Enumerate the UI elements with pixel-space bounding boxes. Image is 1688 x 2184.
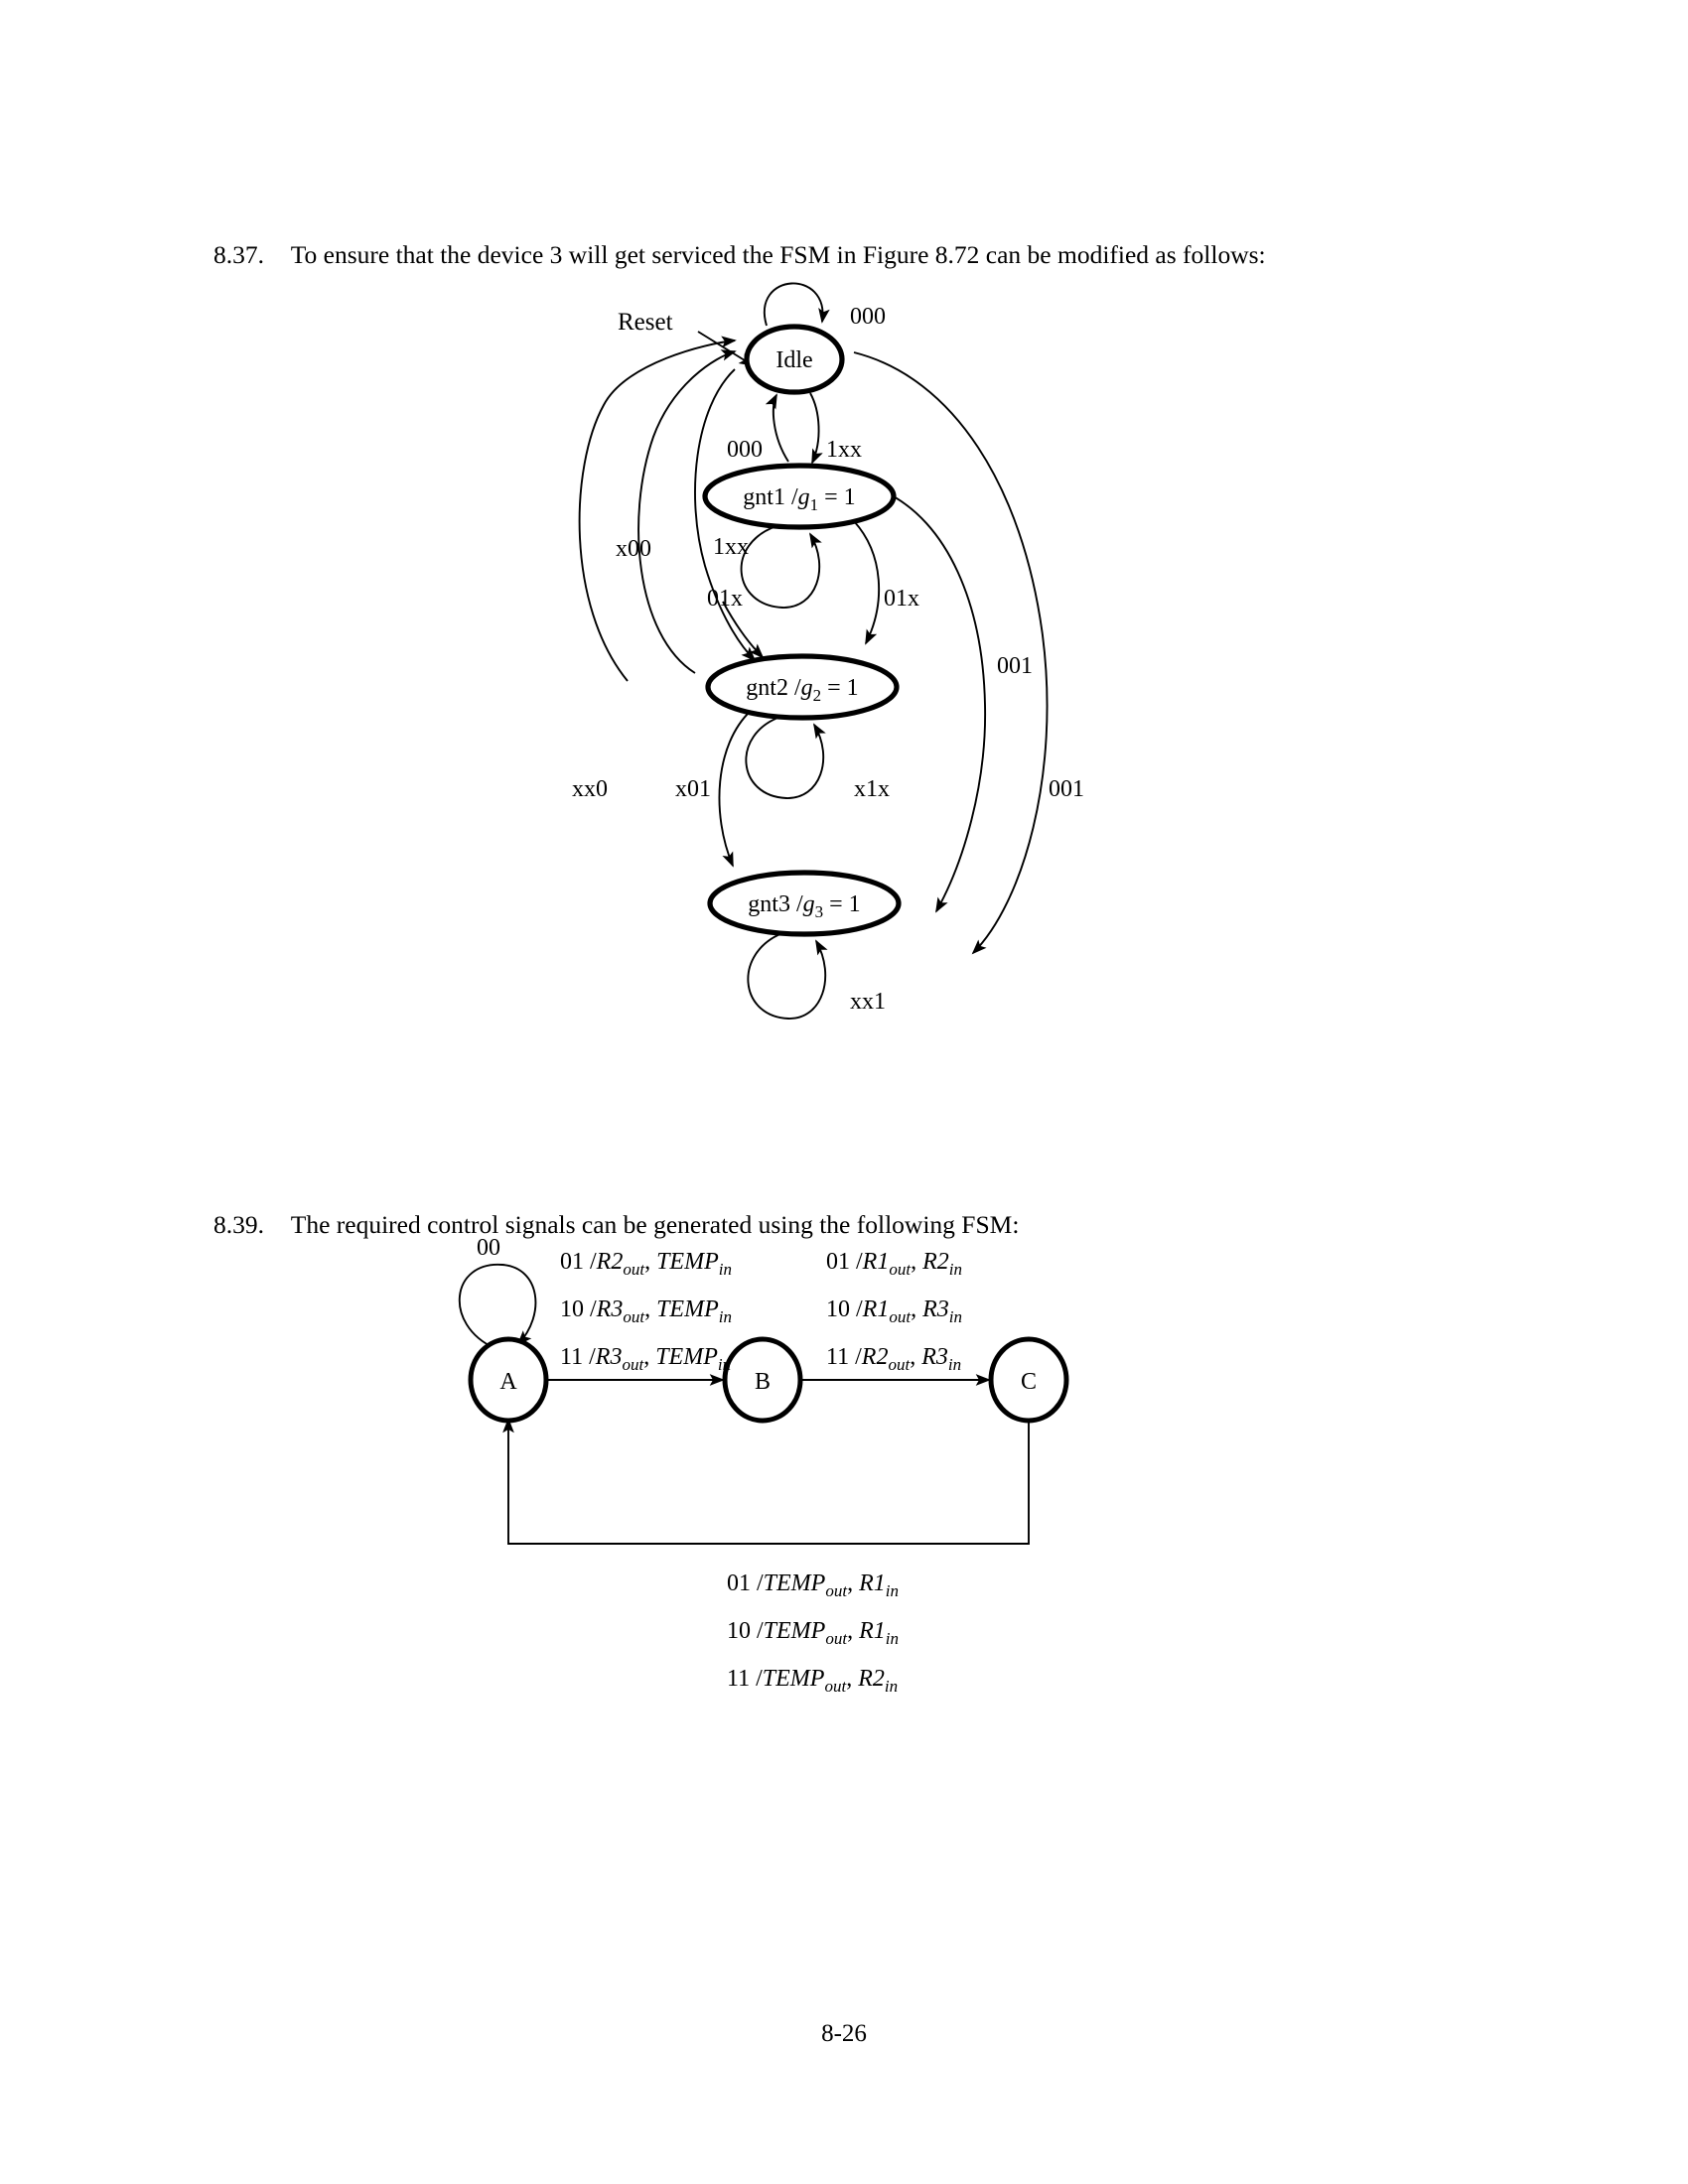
edge-gnt1-to-idle [774,395,788,462]
label-reset: Reset [618,309,673,336]
label-idle-self: 000 [850,304,886,330]
label-c-to-a-1: 10 $/TEMP_{out}$, $R1_{in}$ [727,1618,899,1648]
state-gnt3-outval: = 1 [829,891,861,917]
label-gnt1-to-gnt2-right: 01x [884,586,919,612]
label-a-to-b-1: 10 $/R3_{out}$, $TEMP_{in}$ [560,1297,732,1326]
control-fsm-figure [437,1235,1231,1767]
edge-gnt2-to-gnt3 [719,711,751,866]
problem-8-37-paragraph [213,238,1266,272]
label-gnt2-self: x1x [854,776,890,802]
page-footer: 8-26 [821,2020,867,2047]
edge-gnt2-self-loop [746,717,823,798]
label-gnt3-self: xx1 [850,989,886,1015]
state-gnt2-outsub: 2 [812,686,822,705]
state-gnt2-sep: / [793,675,801,701]
edge-idle-to-gnt1 [810,393,819,463]
label-idle-to-gnt3: 001 [1049,776,1084,802]
state-gnt2-name: gnt2 [746,675,788,701]
problem-8-37-text: To ensure that the device 3 will get serviced the FSM in Figure 8.72 can be modified as follows: [290,240,1266,269]
label-b-to-c-2: 11 $/R2_{out}$, $R3_{in}$ [826,1344,962,1374]
problem-8-39-number: 8.39. [213,1210,264,1239]
label-gnt3-to-idle: xx0 [572,776,608,802]
state-gnt1-sep: / [790,484,798,510]
label-gnt1-self: 1xx [713,534,749,560]
state-gnt2-outvar: g [800,675,813,701]
state-idle-label: Idle [775,347,813,373]
label-c-to-a-2: 11 $/TEMP_{out}$, $R2_{in}$ [727,1666,899,1696]
state-gnt3-outsub: 3 [814,902,824,921]
label-a-self-loop: 00 [477,1235,500,1261]
label-gnt1-to-gnt2-left: 01x [707,586,743,612]
label-b-to-c-0: 01 $/R1_{out}$, $R2_{in}$ [826,1249,962,1279]
state-a-label: A [499,1369,517,1395]
label-gnt2-to-gnt3: x01 [675,776,711,802]
label-c-to-a-0: 01 $/TEMP_{out}$, $R1_{in}$ [727,1570,899,1600]
state-gnt3-sep: / [795,891,803,917]
edge-idle-self-loop [765,283,823,326]
problem-8-39-text: The required control signals can be generated using the following FSM: [290,1210,1020,1239]
problem-8-37-number: 8.37. [213,240,264,269]
edge-gnt1-to-gnt2-right [854,521,879,643]
state-b-label: B [754,1369,772,1395]
state-gnt3-name: gnt3 [748,891,790,917]
label-idle-to-gnt1: 1xx [826,437,862,463]
state-gnt1-label [743,484,855,514]
label-a-to-b-2: 11 $/R3_{out}$, $TEMP_{in}$ [560,1344,732,1374]
label-gnt1-to-idle: 000 [727,437,763,463]
problem-8-39-paragraph [213,1208,1019,1242]
state-gnt1-outsub: 1 [809,495,819,514]
state-c-label: C [1020,1369,1038,1395]
edge-gnt1-self-loop [742,526,820,608]
state-gnt1-outvar: g [797,484,810,510]
state-gnt1-name: gnt1 [743,484,785,510]
edge-gnt3-self-loop [748,933,825,1019]
label-b-to-c-1: 10 $/R1_{out}$, $R3_{in}$ [826,1297,962,1326]
state-gnt3-outvar: g [802,891,815,917]
edge-a-self-loop [460,1265,536,1348]
edge-c-to-a [508,1415,1029,1544]
label-gnt2-to-idle: x00 [616,536,651,562]
state-gnt2-label [746,675,858,705]
state-gnt1-outval: = 1 [824,484,856,510]
state-gnt2-outval: = 1 [827,675,859,701]
arbiter-fsm-figure [556,304,1112,1082]
state-gnt3-label [748,891,860,921]
label-gnt1-to-gnt3: 001 [997,653,1033,679]
edge-gnt1-to-gnt3 [884,491,985,911]
label-a-to-b-0: 01 $/R2_{out}$, $TEMP_{in}$ [560,1249,732,1279]
